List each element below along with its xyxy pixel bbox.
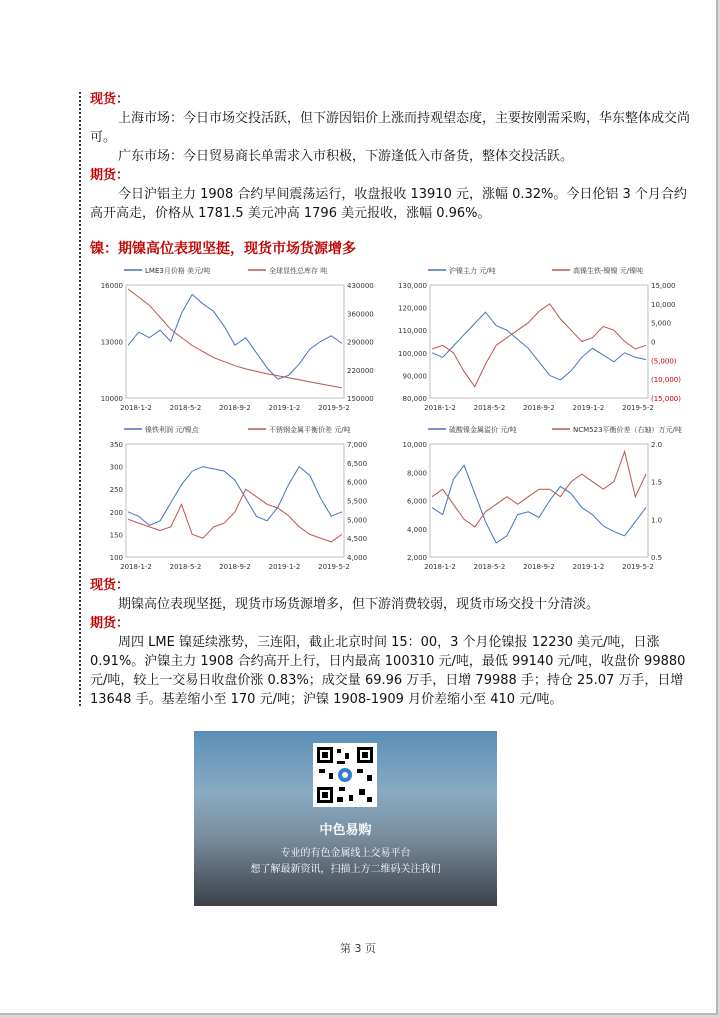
promo-cta: 想了解最新资讯，扫描上方二维码关注我们	[250, 864, 441, 875]
x-tick-label: 2018-1-2	[120, 404, 152, 412]
chart-lme-price-inventory	[88, 261, 388, 416]
y2-tick-label: 2.0	[651, 441, 663, 449]
x-tick-label: 2018-5-2	[473, 404, 506, 412]
plot-frame	[430, 444, 648, 557]
legend-label: 硫酸镍金属溢价 元/吨	[449, 426, 517, 434]
y2-tick-label: 290000	[347, 338, 374, 347]
nickel-section	[90, 576, 690, 709]
series-line-1	[128, 289, 342, 388]
series-line-0	[128, 294, 342, 379]
series-line-1	[432, 304, 646, 387]
y2-tick-label: 220000	[347, 366, 374, 375]
series-line-0	[432, 312, 646, 380]
y-tick-label: 250	[109, 486, 123, 495]
x-tick-label: 2019-5-2	[318, 404, 350, 412]
qr-code-icon[interactable]	[313, 743, 377, 807]
legend-label: 全球显性总库存 吨	[269, 267, 328, 275]
chart-shfe-nickel-npi	[392, 261, 692, 416]
x-tick-label: 2018-9-2	[523, 563, 555, 571]
chart-npi-profit-stainless	[88, 420, 388, 575]
y-tick-label: 10000	[100, 395, 123, 403]
plot-frame	[430, 285, 648, 398]
y2-tick-label: (10,000)	[651, 376, 681, 385]
y2-tick-label: 430000	[347, 282, 374, 290]
y-tick-label: 4,000	[406, 525, 427, 534]
y2-tick-label: (5,000)	[651, 357, 677, 366]
y2-tick-label: 360000	[347, 310, 374, 319]
y2-tick-label: 7,000	[347, 441, 368, 449]
promo-title: 中色易购	[319, 823, 372, 838]
series-line-1	[432, 452, 646, 527]
y-tick-label: 16000	[100, 282, 123, 290]
y2-tick-label: 15,000	[651, 282, 676, 290]
y-tick-label: 300	[109, 463, 123, 472]
y2-tick-label: 0	[651, 338, 656, 347]
legend-label: NCM523平衡价差（右轴）万元/吨	[573, 426, 682, 434]
x-tick-label: 2018-5-2	[169, 404, 202, 412]
al-spot-label: 现货：	[90, 92, 130, 107]
y2-tick-label: 10,000	[651, 300, 676, 309]
aluminum-section	[90, 90, 690, 223]
y-tick-label: 200	[109, 508, 123, 517]
chart-nickel-sulfate-ncm523	[392, 420, 692, 575]
y-tick-label: 100,000	[398, 349, 427, 358]
al-futures-text: 今日沪铝主力 1908 合约早间震荡运行，收盘报收 13910 元，涨幅 0.32%。今日伦铝 3 个月合约高开高走，价格从 1781.5 美元冲高 1796 美元报收，涨幅 0.96%。	[90, 187, 687, 221]
ni-futures-text: 周四 LME 镍延续涨势，三连阳，截止北京时间 15：00，3 个月伦镍报 12230 美元/吨，日涨 0.91%。沪镍主力 1908 合约高开上行，日内最高 100310 元/吨，最低 99140 元/吨，收盘价 99880 元/吨，较上一交易日收盘价涨 0.83%；成交量 69.96 万手，日增 79988 手；持仓 25.07 万手，日增 13648 手。基差缩小至 170 元/吨；沪镍 1908-1909 月价差缩小至 410 元/吨。	[90, 635, 686, 707]
x-tick-label: 2019-1-2	[572, 563, 605, 571]
y-tick-label: 8,000	[406, 469, 427, 478]
y-tick-label: 350	[109, 441, 123, 449]
series-line-0	[128, 467, 342, 526]
ni-futures-label: 期货：	[90, 616, 130, 631]
y2-tick-label: 6,500	[347, 459, 368, 468]
promo-tagline: 专业的有色金属线上交易平台	[280, 848, 411, 859]
x-tick-label: 2018-5-2	[473, 563, 506, 571]
x-tick-label: 2019-5-2	[622, 563, 654, 571]
x-tick-label: 2019-1-2	[572, 404, 605, 412]
y2-tick-label: 5,500	[347, 497, 368, 506]
x-tick-label: 2019-5-2	[622, 404, 654, 412]
legend-label: 高镍生铁-镍镍 元/镍吨	[573, 267, 644, 275]
y-tick-label: 80,000	[402, 395, 427, 403]
legend-label: 沪镍主力 元/吨	[449, 267, 496, 275]
y2-tick-label: 4,000	[347, 554, 368, 562]
al-spot-guangdong: 广东市场：今日贸易商长单需求入市积极，下游逢低入市备货，整体交投活跃。	[118, 149, 574, 164]
y-tick-label: 120,000	[398, 304, 427, 313]
y-tick-label: 100	[109, 554, 123, 562]
y-tick-label: 2,000	[406, 554, 427, 562]
y2-tick-label: (15,000)	[651, 395, 681, 403]
series-line-1	[128, 489, 342, 542]
legend-label: 镍铁利润 元/镍点	[145, 426, 199, 434]
x-tick-label: 2019-1-2	[268, 404, 301, 412]
y2-tick-label: 4,500	[347, 535, 368, 544]
y-tick-label: 110,000	[398, 327, 427, 336]
plot-frame	[126, 285, 344, 398]
plot-frame	[126, 444, 344, 557]
ni-spot-label: 现货：	[90, 578, 130, 593]
page-number: 第 3 页	[340, 942, 376, 955]
y-tick-label: 13000	[100, 338, 123, 347]
legend-label: 不锈钢金属平衡价差 元/吨	[269, 426, 351, 434]
y2-tick-label: 5,000	[651, 319, 672, 328]
promo-banner	[194, 731, 497, 906]
y-tick-label: 150	[109, 531, 123, 540]
y2-tick-label: 1.0	[651, 516, 663, 525]
nickel-heading: 镍：期镍高位表现坚挺，现货市场货源增多	[90, 241, 356, 257]
x-tick-label: 2018-1-2	[120, 563, 152, 571]
y-tick-label: 6,000	[406, 497, 427, 506]
x-tick-label: 2018-9-2	[219, 404, 251, 412]
series-line-0	[432, 465, 646, 543]
y2-tick-label: 6,000	[347, 478, 368, 487]
y-tick-label: 10,000	[402, 441, 427, 449]
x-tick-label: 2018-9-2	[523, 404, 555, 412]
al-spot-shanghai: 上海市场：今日市场交投活跃，但下游因铝价上涨而持观望态度，主要按刚需采购，华东整体成交尚可。	[90, 111, 691, 145]
y2-tick-label: 1.5	[651, 478, 663, 487]
x-tick-label: 2018-1-2	[424, 563, 456, 571]
y2-tick-label: 0.5	[651, 554, 663, 562]
y2-tick-label: 5,000	[347, 516, 368, 525]
y-tick-label: 130,000	[398, 282, 427, 290]
ni-spot-text: 期镍高位表现坚挺，现货市场货源增多，但下游消费较弱，现货市场交投十分清淡。	[118, 597, 600, 612]
x-tick-label: 2018-1-2	[424, 404, 456, 412]
margin-rule	[79, 92, 81, 706]
x-tick-label: 2018-5-2	[169, 563, 202, 571]
al-futures-label: 期货：	[90, 168, 130, 183]
y2-tick-label: 150000	[347, 395, 374, 403]
x-tick-label: 2018-9-2	[219, 563, 251, 571]
legend-label: LME3月价格 美元/吨	[145, 267, 211, 275]
x-tick-label: 2019-5-2	[318, 563, 350, 571]
y-tick-label: 90,000	[402, 372, 427, 381]
x-tick-label: 2019-1-2	[268, 563, 301, 571]
